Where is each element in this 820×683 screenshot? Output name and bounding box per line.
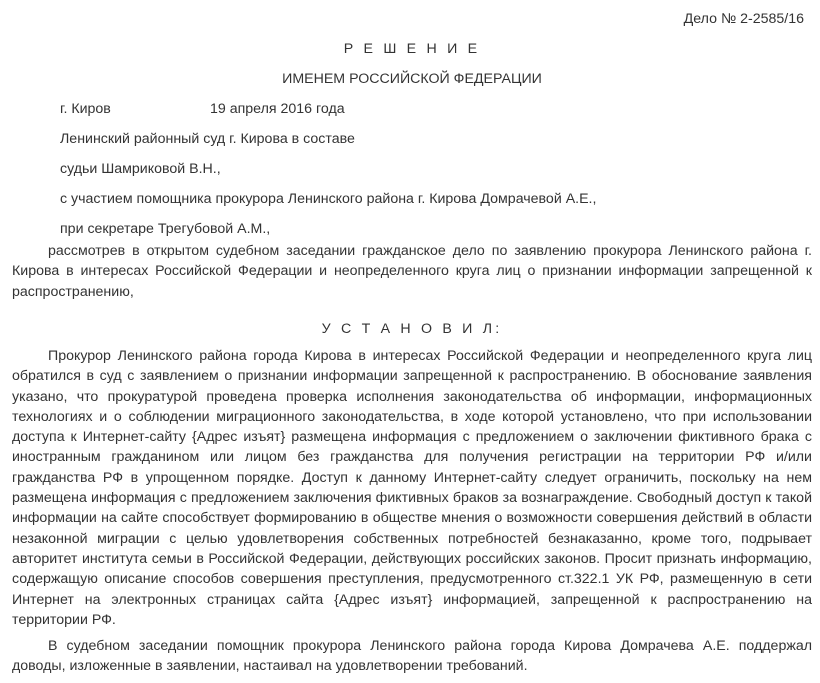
main-paragraph: Прокурор Ленинского района города Кирова в интересах Российской Федерации и неопределенного круга лиц обратился в суд с заявлением о признании информации запрещенной к распространению. В обоснование заявления указано, что прокуратурой проведена проверка исполнения законодательства об информации, информационных технологиях и о соблюдении миграционного законодательства, в ходе которой установлено, что при использовании доступа к Интернет-сайту {Адрес изъят} размещена информация с предложением о заключении фиктивного брака с иностранным гражданином или лицом без гражданства для получения регистрации на территории РФ и/или гражданства РФ в упрощенном порядке. Доступ к данному Интернет-сайту следует ограничить, поскольку на нем размещена информация с предложением заключения фиктивных браков за вознаграждение. Свободный доступ к такой информации на сайте способствует формированию в обществе мнения о возможности совершения действий в области незаконной миграции с целью удовлетворения собственных потребностей безнаказанно, кроме того, подрывает авторитет института семьи в Российской Федерации, действующих российских законов. Просит признать информацию, содержащую описание способов совершения преступления, предусмотренного ст.322.1 УК РФ, размещенную в сети Интернет на электронных страницах сайта {Адрес изъят} информацией, запрещенной к распространению на территории РФ. xyxy=(12,348,812,628)
decision-date: 19 апреля 2016 года xyxy=(210,101,345,117)
judge-line: судьи Шамриковой В.Н., xyxy=(60,161,221,177)
court-line: Ленинский районный суд г. Кирова в составе xyxy=(60,131,355,147)
considered-paragraph: рассмотрев в открытом судебном заседании гражданское дело по заявлению прокурора Ленинского района г. Кирова в интересах Российской Федерации и неопределенного круга лиц о признании информации запрещенной к распространению, xyxy=(12,243,812,300)
established-heading: У С Т А Н О В И Л: xyxy=(321,321,503,337)
hearing-paragraph: В судебном заседании помощник прокурора Ленинского района города Кирова Домрачева А.Е. поддержал доводы, изложенные в заявлении, настаивал на удовлетворении требований. xyxy=(12,638,812,675)
secretary-line: при секретаре Трегубовой А.М., xyxy=(60,221,271,237)
document-title: Р Е Ш Е Н И Е xyxy=(343,41,481,57)
prosecutor-line: с участием помощника прокурора Ленинского района г. Кирова Домрачевой А.Е., xyxy=(60,191,597,207)
case-number: Дело № 2-2585/16 xyxy=(683,11,804,27)
city: г. Киров xyxy=(60,101,111,117)
document-subtitle: ИМЕНЕМ РОССИЙСКОЙ ФЕДЕРАЦИИ xyxy=(282,71,542,87)
